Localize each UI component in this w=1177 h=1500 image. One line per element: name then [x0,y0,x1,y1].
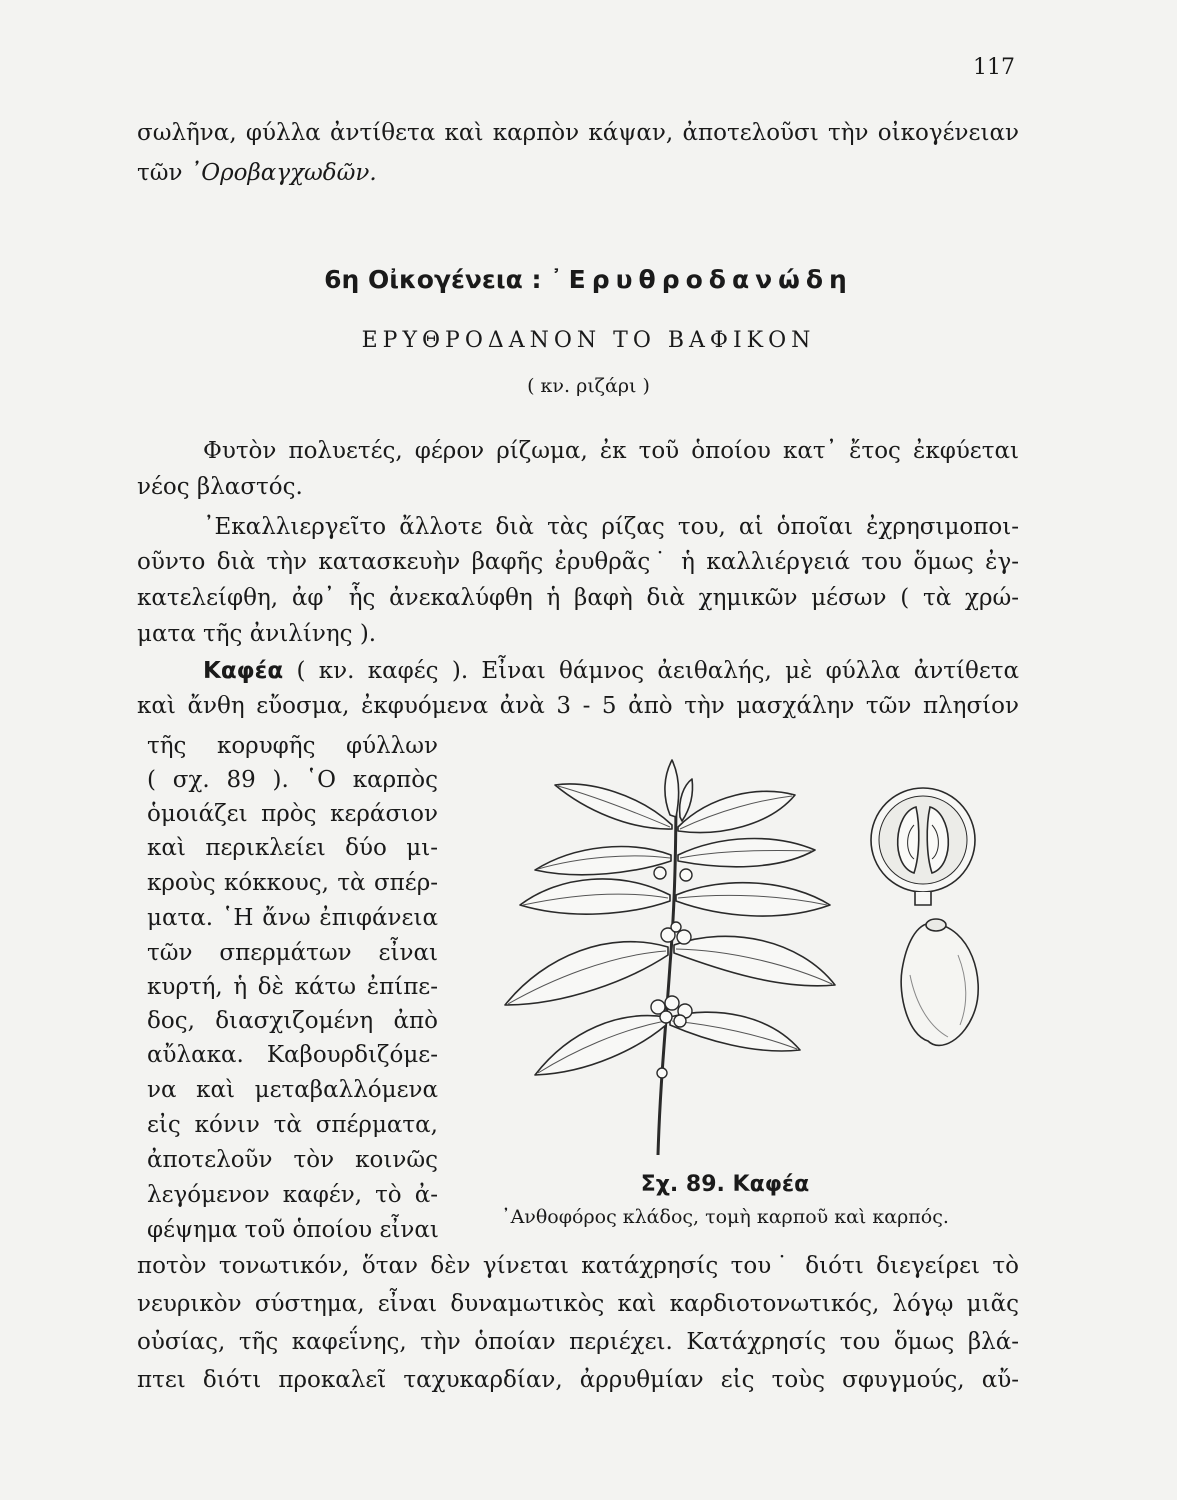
paragraph-line-narrow: φέψημα τοῦ ὁποίου εἶναι [147,1217,439,1243]
coffee-stem [658,785,676,1155]
paragraph-line: νευρικὸν σύστημα, εἶναι δυναμωτικὸς καὶ καρδιοτονωτικός, λόγῳ μιᾶς [137,1291,1019,1317]
coffee-flower [654,867,666,879]
figure-caption-title: Σχ. 89. Καφέα [640,1172,810,1197]
paragraph-line-narrow: λεγόμενον καφέν, τὸ ἀ- [147,1182,438,1208]
paragraph-line-narrow: ἀποτελοῦν τὸν κοινῶς [147,1147,438,1173]
coffee-leaf [520,879,670,914]
fruit-section-illustration [871,788,975,905]
whole-fruit-illustration [901,919,978,1045]
page-number: 117 [973,55,1015,80]
paragraph-line: οὐσίας, τῆς καφεΐνης, τὴν ὁποίαν περιέχει. Κατάχρησίς του ὅμως βλά- [137,1329,1019,1355]
paragraph-line: καὶ ἄνθη εὔοσμα, ἐκφυόμενα ἀνὰ 3 - 5 ἀπὸ τὴν μασχάλην τῶν πλησίον [137,693,1019,719]
paragraph-line: πτει διότι προκαλεῖ ταχυκαρδίαν, ἀρρυθμίαν εἰς τοὺς σφυγμούς, αὔ- [137,1367,1019,1393]
paragraph-line: ᾿Εκαλλιεργεῖτο ἄλλοτε διὰ τὰς ρίζας του, αἱ ὁποῖαι ἐχρησιμοποι- [203,514,1019,540]
paragraph-line: οῦντο διὰ τὴν κατασκευὴν βαφῆς ἐρυθρᾶς˙ ἡ καλλιέργειά του ὅμως ἐγ- [137,549,1019,575]
paragraph-line-narrow: ματα. ῾Η ἄνω ἐπιφάνεια [147,905,438,931]
coffee-leaf [678,839,815,867]
family-heading [0,265,1177,294]
coffee-fruit [665,996,679,1010]
family-heading-name: ᾿Ερυθροδανώδη [550,265,853,294]
coffee-bud [665,760,679,817]
coffee-fruit [657,1068,667,1078]
paragraph-line-rest: ( κν. καφές ). Εἶναι θάμνος ἀειθαλής, μὲ φύλλα ἀντίθετα [283,658,1019,684]
coffee-flower [680,869,692,881]
paragraph-line-narrow: κυρτή, ἡ δὲ κάτω ἐπίπε- [147,974,438,1000]
paragraph-line-narrow: τῶν σπερμάτων εἶναι [147,940,438,966]
common-name: ( κν. ριζάρι ) [527,375,650,397]
coffee-flower [677,930,691,944]
paragraph-line-narrow: εἰς κόνιν τὰ σπέρματα, [147,1112,438,1138]
intro-line: σωλῆνα, φύλλα ἀντίθετα καὶ καρπὸν κάψαν, ἀποτελοῦσι τὴν οἰκογένειαν [137,120,1019,146]
coffee-leaf [674,936,835,985]
paragraph-line: κατελείφθη, ἀφ᾿ ἧς ἀνεκαλύφθη ἡ βαφὴ διὰ χημικῶν μέσων ( τὰ χρώ- [137,585,1019,611]
coffee-leaf [505,942,668,1005]
paragraph-line-narrow: κροὺς κόκκους, τὰ σπέρ- [147,870,438,896]
coffee-fruit [660,1011,672,1023]
coffee-branch-illustration [490,755,990,1165]
paragraph-line-narrow: δος, διασχιζομένη ἀπὸ [147,1008,438,1034]
figure-caption-text: ᾿Ανθοφόρος κλάδος, τομὴ καρποῦ καὶ καρπός. [501,1206,949,1228]
coffee-leaf [678,791,795,832]
coffee-leaf [535,847,671,875]
paragraph-line: νέος βλαστός. [137,474,303,500]
intro-line [137,158,1019,188]
paragraph-line-narrow: ( σχ. 89 ). ῾Ο καρπὸς [147,767,438,793]
family-heading-prefix: 6η Οἰκογένεια : [324,265,551,294]
coffee-fruit [674,1015,686,1027]
term-coffee: Καφέα [203,658,284,684]
paragraph-line: Φυτὸν πολυετές, φέρον ρίζωμα, ἐκ τοῦ ὁποίου κατ᾿ ἔτος ἐκφύεται [203,438,1019,464]
paragraph-line-narrow: να καὶ μεταβαλλόμενα [147,1077,438,1103]
coffee-leaf [676,883,830,916]
paragraph-line-narrow: αὔλακα. Καβουρδιζόμε- [147,1042,438,1068]
paragraph-line-narrow: καὶ περικλείει δύο μι- [147,835,438,861]
paragraph-line-narrow: τῆς κορυφῆς φύλλων [147,733,438,759]
plant-title: ΕΡΥΘΡΟΔΑΝΟΝ ΤΟ ΒΑΦΙΚΟΝ [361,328,816,353]
coffee-leaf [535,1016,666,1075]
paragraph-line-narrow: ὁμοιάζει πρὸς κεράσιον [147,801,438,827]
coffee-bud [680,779,693,821]
family-name-orobanchaceae: ᾿Οροβαγχωδῶν. [189,160,377,186]
paragraph-line [137,656,1019,686]
coffee-leaf [670,1012,800,1051]
intro-text: τῶν [137,160,190,186]
coffee-flower [671,922,681,932]
paragraph-line: ματα τῆς ἀνιλίνης ). [137,621,377,647]
paragraph-line: ποτὸν τονωτικόν, ὅταν δὲν γίνεται κατάχρησίς του˙ διότι διεγείρει τὸ [137,1253,1019,1279]
